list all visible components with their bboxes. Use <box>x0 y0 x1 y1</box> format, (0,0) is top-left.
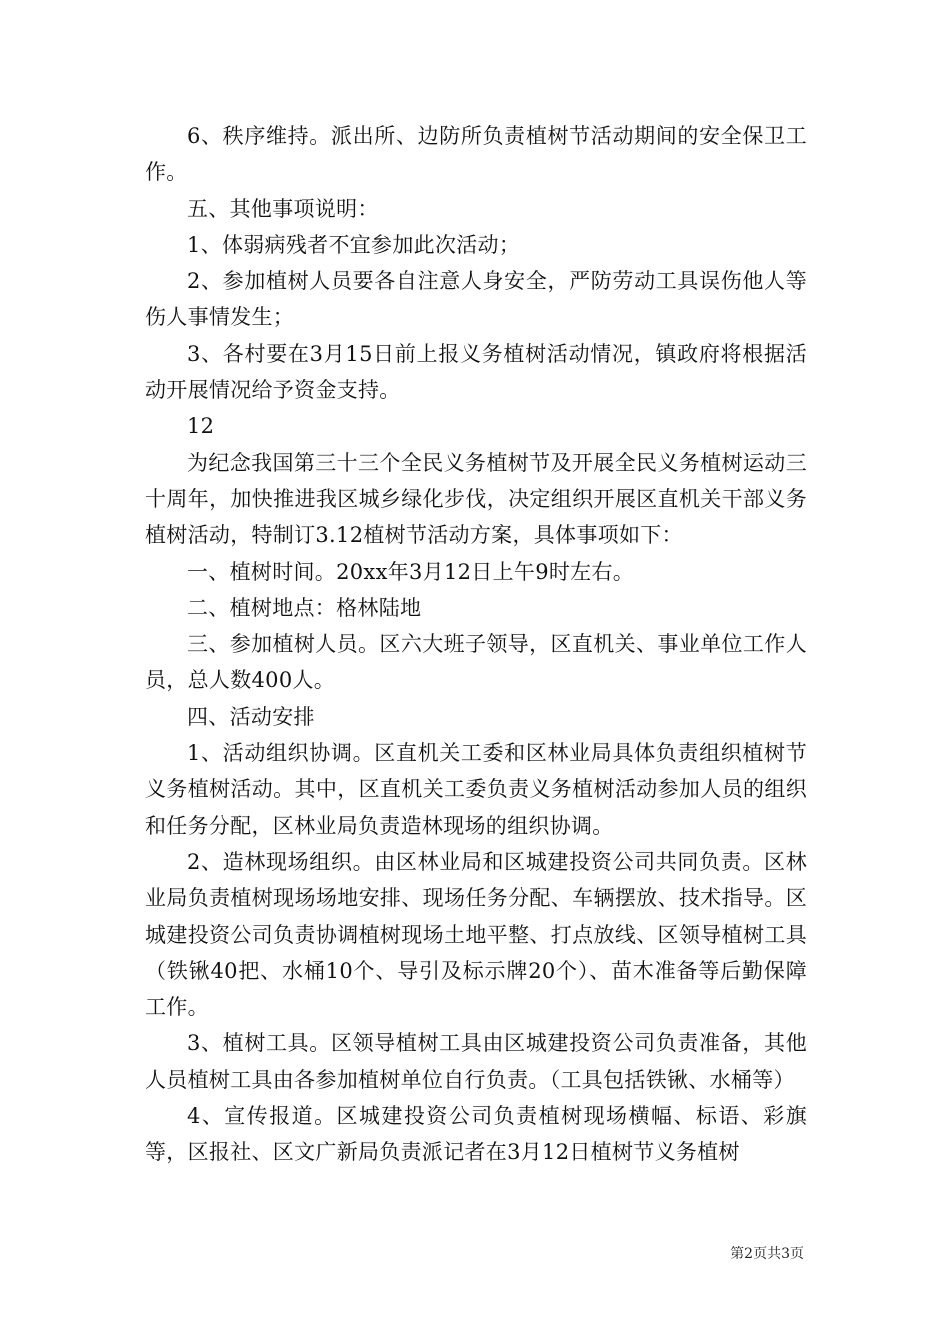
paragraph-publicity: 4、宣传报道。区城建投资公司负责植树现场横幅、标语、彩旗等，区报社、区文广新局负责派记者在3月12日植树节义务植树 <box>145 1104 807 1165</box>
paragraph-security: 6、秩序维持。派出所、边防所负责植树节活动期间的安全保卫工作。 <box>145 124 807 185</box>
paragraph-site-organization: 2、造林现场组织。由区林业局和区城建投资公司共同负责。区林业局负责植树现场场地安排、现场任务分配、车辆摆放、技术指导。区城建投资公司负责协调植树现场土地平整、打点放线、区领导植树工具（铁锹40把、水桶10个、导引及标示牌20个）、苗木准备等后勤保障工作。 <box>145 849 807 1020</box>
section-marker: 12 <box>187 414 215 439</box>
document-body <box>145 118 807 1171</box>
paragraph-planting-time: 一、植树时间。20xx年3月12日上午9时左右。 <box>187 559 635 584</box>
paragraph-item-3: 3、各村要在3月15日前上报义务植树活动情况，镇政府将根据活动开展情况给予资金支持。 <box>145 341 807 403</box>
paragraph-tools: 3、植树工具。区领导植树工具由区城建投资公司负责准备，其他人员植树工具由各参加植树单位自行负责。（工具包括铁锹、水桶等） <box>145 1031 807 1092</box>
paragraph-intro: 为纪念我国第三十三个全民义务植树节及开展全民义务植树运动三十周年，加快推进我区城乡绿化步伐，决定组织开展区直机关干部义务植树活动，特制订3.12植树节活动方案，具体事项如下： <box>145 450 807 548</box>
paragraph-item-1: 1、体弱病残者不宜参加此次活动； <box>187 232 521 257</box>
paragraph-item-2: 2、参加植树人员要各自注意人身安全，严防劳动工具误伤他人等伤人事情发生； <box>145 269 807 330</box>
page-number-footer: 第2页共3页 <box>730 1246 804 1262</box>
paragraph-planting-location: 二、植树地点：格林陆地 <box>187 595 422 620</box>
paragraph-participants: 三、参加植树人员。区六大班子领导，区直机关、事业单位工作人员，总人数400人。 <box>145 632 807 693</box>
heading-arrangements: 四、活动安排 <box>187 704 315 729</box>
heading-other-matters: 五、其他事项说明： <box>187 196 379 221</box>
paragraph-coordination: 1、活动组织协调。区直机关工委和区林业局具体负责组织植树节义务植树活动。其中，区直机关工委负责义务植树活动参加人员的组织和任务分配，区林业局负责造林现场的组织协调。 <box>145 741 807 838</box>
